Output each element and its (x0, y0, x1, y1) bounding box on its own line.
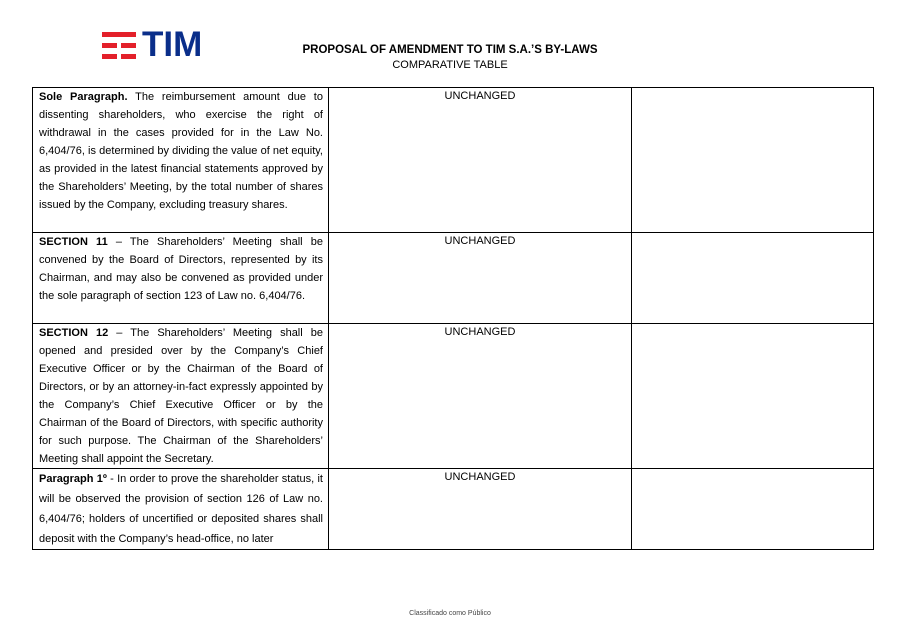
status-text: UNCHANGED (444, 471, 516, 483)
status-text: UNCHANGED (444, 90, 516, 102)
clause-text: – The Shareholders’ Meeting shall be convened by the Board of Directors, represented by its Chairman, and may also be convened as provided under the sole paragraph of section 123 of Law no. 6,404/76. (39, 236, 323, 302)
document-title: PROPOSAL OF AMENDMENT TO TIM S.A.’S BY-LAWS (302, 44, 598, 56)
classification-footer: Classificado como Público (409, 610, 491, 617)
tim-logo-wordmark: TIM (142, 25, 203, 64)
proposal-cell (329, 88, 632, 233)
proposal-cell (329, 233, 632, 324)
status-text: UNCHANGED (444, 326, 516, 338)
tim-logo (102, 25, 212, 64)
comparative-table (32, 87, 874, 550)
tim-logo-bars-icon (102, 32, 136, 60)
justification-cell (632, 88, 874, 233)
clause-text: The reimbursement amount due to dissenting shareholders, who exercise the right of withdrawal in the cases provided for in the Law No. 6,404/76, is determined by dividing the value of net equity, as provided in the latest financial statements approved by the Shareholders’ Meeting, by the total number of shares issued by the Company, excluding treasury shares. (39, 91, 323, 211)
justification-cell (632, 469, 874, 550)
table-row (33, 469, 874, 550)
justification-cell (632, 324, 874, 469)
table-row (33, 324, 874, 469)
current-text-cell (33, 324, 329, 469)
clause-lead: Paragraph 1º (39, 473, 107, 485)
clause-lead: Sole Paragraph. (39, 91, 128, 103)
current-text-cell (33, 88, 329, 233)
proposal-cell (329, 469, 632, 550)
proposal-cell (329, 324, 632, 469)
document-subtitle: COMPARATIVE TABLE (392, 59, 508, 71)
table-row (33, 233, 874, 324)
clause-text: – The Shareholders’ Meeting shall be opened and presided over by the Company’s Chief Executive Officer or by the Chairman of the Board of Directors, or by an attorney-in-fact expressly appointed by the Company’s Chief Executive Officer or by the Chairman of the Board of Directors, with specific authority for such purpose. The Chairman of the Shareholders’ Meeting shall appoint the Secretary. (39, 327, 324, 465)
justification-cell (632, 233, 874, 324)
clause-text: - In order to prove the shareholder status, it will be observed the provision of section 126 of Law no. 6,404/76; holders of uncertified or deposited shares shall deposit with the Company’s head-office, no later (39, 473, 323, 545)
clause-lead: SECTION 11 (39, 236, 108, 248)
status-text: UNCHANGED (444, 235, 516, 247)
current-text-cell (33, 469, 329, 550)
table-row (33, 88, 874, 233)
current-text-cell (33, 233, 329, 324)
clause-lead: SECTION 12 (39, 327, 109, 339)
